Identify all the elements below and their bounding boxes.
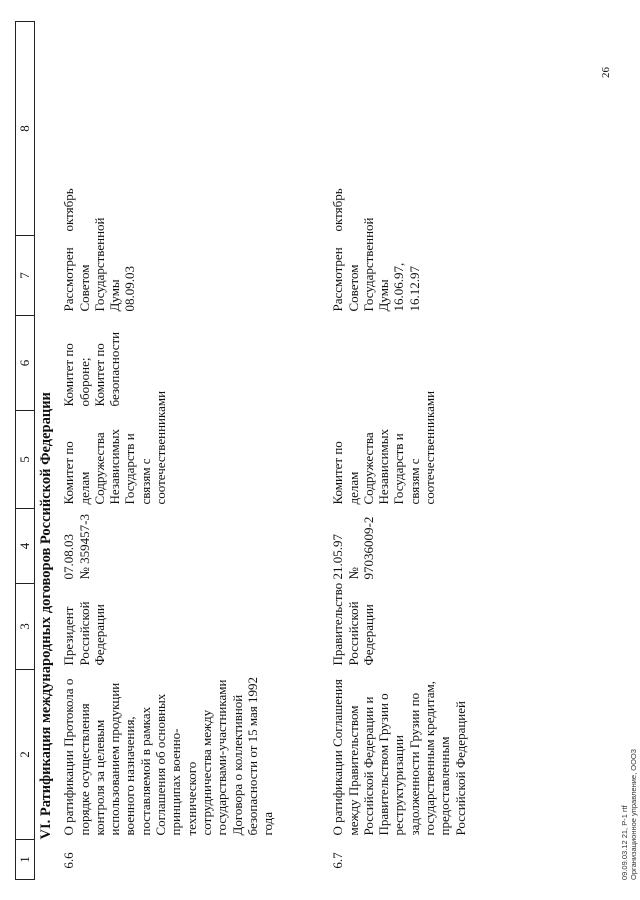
item-committee: Комитет по делам Содружества Независимых Государств и связям с соотечественниками — [330, 390, 438, 505]
item-number: 6.7 — [330, 852, 346, 869]
section-heading-row — [35, 22, 59, 880]
column-number: 3 — [16, 584, 35, 670]
item-title: О ратификации Протокола о порядке осуществления контроля за целевым использованием продукции военного назначения, поставляемой в рамках Соглашения об основных принципах военно-технического сотрудничества между государствами-участниками Договора о коллективной безопасности от 15 мая 1992 года — [61, 676, 276, 836]
item-co-committee: Комитет по обороне; Комитет по безопасности — [61, 331, 123, 407]
item-title: О ратификации Соглашения между Правительством Российской Федерации и Правительством Грузии о реструктуризации задолженности Грузии по государственным кредитам, предоставленным Российской Федерацией — [330, 679, 468, 836]
item-date-number: 07.08.03 № 359457-3 — [61, 514, 92, 580]
item-month: октябрь — [330, 188, 346, 232]
item-co-committee — [316, 316, 480, 411]
table-row — [58, 22, 316, 880]
table-row — [316, 22, 480, 880]
item-date-number: 21.05.97 № 97036009-2 — [330, 516, 376, 580]
column-number: 4 — [16, 509, 35, 584]
column-number: 8 — [16, 22, 35, 236]
column-number: 6 — [16, 316, 35, 411]
item-initiator: Президент Российской Федерации — [61, 601, 107, 666]
item-number: 6.6 — [61, 852, 77, 869]
item-status: Рассмотрен Советом Государственной Думы 16.06.97, 16.12.97 — [330, 217, 422, 312]
item-status: Рассмотрен Советом Государственной Думы 08.09.03 — [61, 217, 138, 312]
footer — [620, 749, 638, 880]
agenda-table — [15, 22, 625, 880]
page-number: 26 — [600, 67, 612, 78]
column-number: 7 — [16, 236, 35, 316]
footer-file-info: 09.09.03.12 21, P-1 rtf — [620, 805, 629, 880]
item-committee: Комитет по делам Содружества Независимых Государств и связям с соотечественниками — [61, 390, 169, 505]
item-month: октябрь — [61, 188, 77, 232]
column-number-header — [16, 22, 35, 880]
column-number: 1 — [16, 840, 35, 880]
footer-department: Организационное управление, ООО3 — [629, 749, 638, 880]
item-initiator: Правительство Российской Федерации — [330, 582, 376, 666]
column-number: 2 — [16, 670, 35, 840]
column-number: 5 — [16, 411, 35, 509]
section-title: VI. Ратификация международных договоров Российской Федерации — [38, 392, 54, 840]
